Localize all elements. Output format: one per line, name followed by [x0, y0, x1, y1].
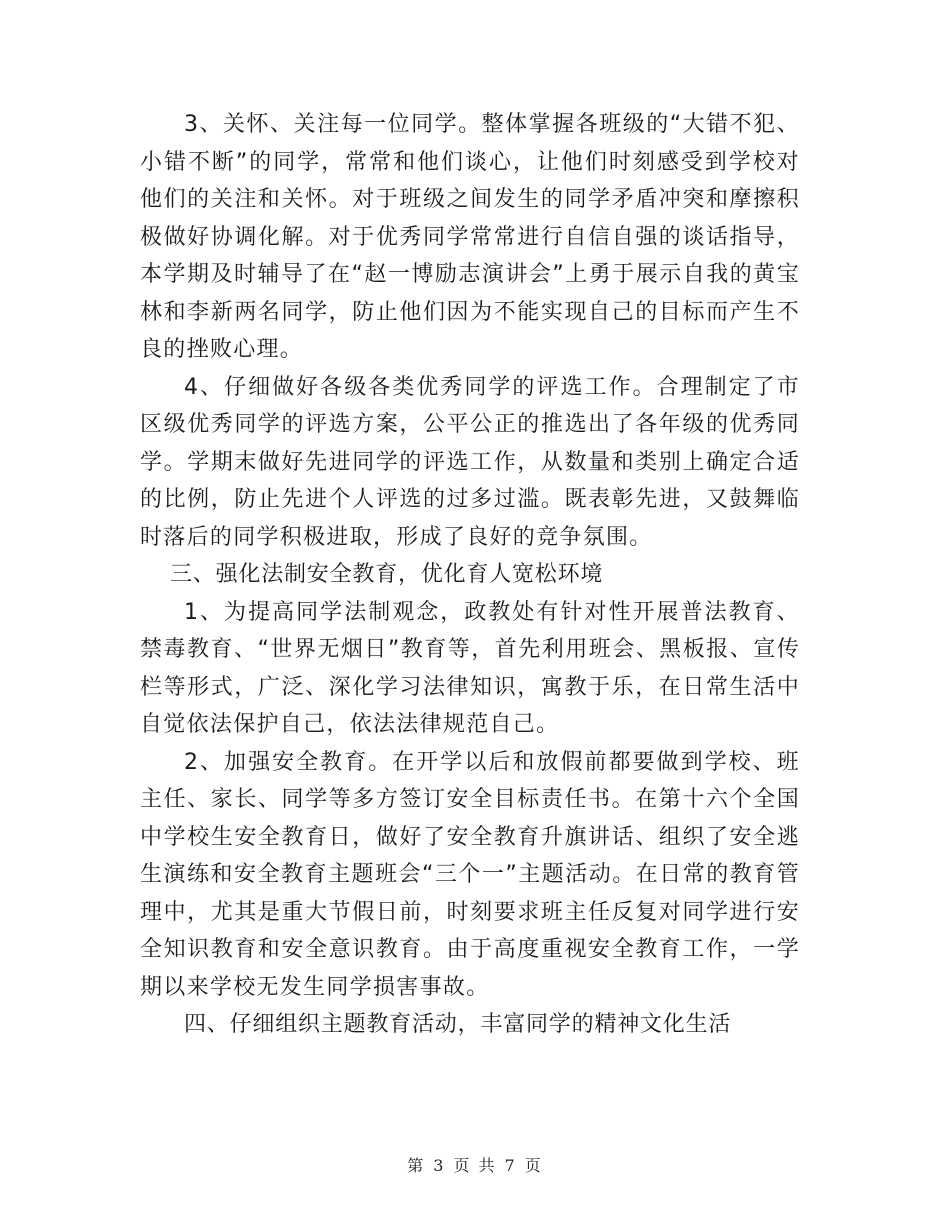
page-footer	[0, 1153, 950, 1176]
footer-current-page: 3	[433, 1156, 446, 1175]
footer-total-pages: 7	[504, 1156, 517, 1175]
paragraph-safety-education: 2、加强安全教育。在开学以后和放假前都要做到学校、班主任、家长、同学等多方签订安全目标责任书。在第十六个全国中学校生安全教育日，做好了安全教育升旗讲话、组织了安全逃生演练和安全教育主题班会“三个一”主题活动。在日常的教育管理中，尤其是重大节假日前，时刻要求班主任反复对同学进行安全知识教育和安全意识教育。由于高度重视安全教育工作，一学期以来学校无发生同学损害事故。	[140, 749, 800, 1000]
footer-suffix: 页	[524, 1156, 543, 1175]
footer-middle: 页 共	[453, 1156, 497, 1175]
document-body	[140, 106, 800, 1044]
paragraph-legal-education: 1、为提高同学法制观念，政教处有针对性开展普法教育、禁毒教育、“世界无烟日”教育等，首先利用班会、黑板报、宣传栏等形式，广泛、深化学习法律知识，寓教于乐，在日常生活中自觉依法保护自己，依法法律规范自己。	[140, 599, 800, 737]
paragraph-selection-work: 4、仔细做好各级各类优秀同学的评选工作。合理制定了市区级优秀同学的评选方案，公平公正的推选出了各年级的优秀同学。学期末做好先进同学的评选工作，从数量和类别上确定合适的比例，防止先进个人评选的过多过滥。既表彰先进，又鼓舞临时落后的同学积极进取，形成了良好的竞争氛围。	[140, 374, 800, 550]
section-heading-theme-activities: 四、仔细组织主题教育活动，丰富同学的精神文化生活	[184, 1012, 732, 1037]
footer-prefix: 第	[407, 1156, 426, 1175]
section-heading-legal-safety: 三、强化法制安全教育，优化育人宽松环境	[170, 562, 604, 587]
paragraph-care-students: 3、关怀、关注每一位同学。整体掌握各班级的“大错不犯、小错不断”的同学，常常和他们谈心，让他们时刻感受到学校对他们的关注和关怀。对于班级之间发生的同学矛盾冲突和摩擦积极做好协调化解。对于优秀同学常常进行自信自强的谈话指导，本学期及时辅导了在“赵一博励志演讲会”上勇于展示自我的黄宝林和李新两名同学，防止他们因为不能实现自己的目标而产生不良的挫败心理。	[140, 112, 800, 362]
